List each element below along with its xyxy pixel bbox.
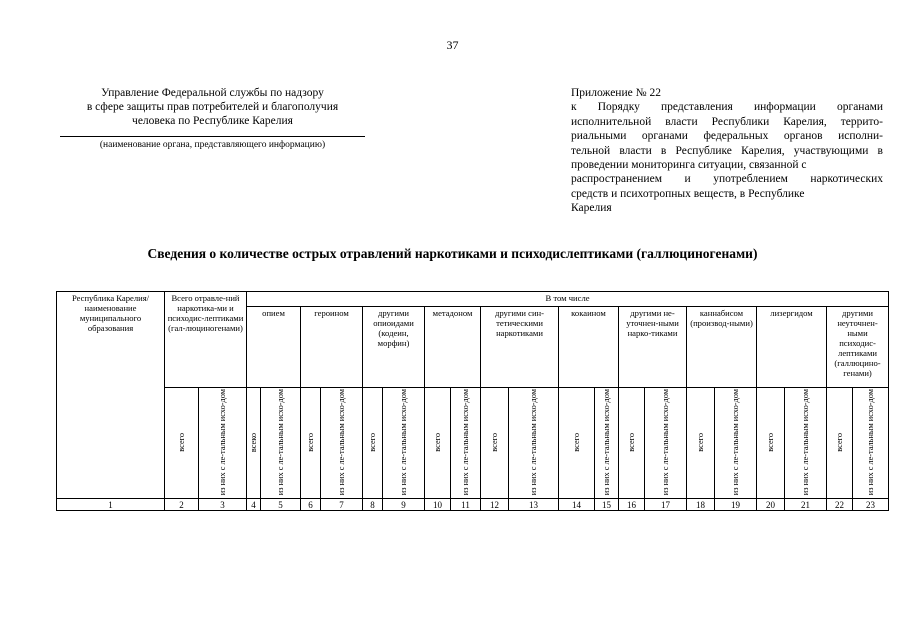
poisoning-table — [56, 291, 889, 511]
header-region: Республика Карелия/ наименование муниципального образования — [57, 292, 165, 499]
subheader-fatal — [715, 388, 757, 499]
column-number: 13 — [509, 499, 559, 511]
subheader-all-text: всего — [627, 432, 637, 452]
document-title: Сведения о количестве острых отравлений наркотиками и психодислептиками (галлюциногенами) — [147, 246, 758, 261]
page-number: 37 — [446, 38, 459, 52]
subheader-all — [301, 388, 321, 499]
subheader-fatal — [645, 388, 687, 499]
subheader-fatal — [451, 388, 481, 499]
organization-name — [60, 86, 365, 128]
subheader-all — [619, 388, 645, 499]
subheader-all — [559, 388, 595, 499]
subheader-fatal — [595, 388, 619, 499]
appendix-line: Карелия — [571, 202, 612, 215]
header-substance: лизергидом — [757, 307, 827, 388]
subheader-all — [363, 388, 383, 499]
column-number: 7 — [321, 499, 363, 511]
subheader-fatal-text: из них с ле-тальным исхо-дом — [218, 389, 227, 496]
column-number: 8 — [363, 499, 383, 511]
column-number: 21 — [785, 499, 827, 511]
subheader-fatal-text: из них с ле-тальным исхо-дом — [731, 389, 741, 496]
column-number: 23 — [853, 499, 889, 511]
column-number: 12 — [481, 499, 509, 511]
subheader-all-text: всеко — [249, 432, 259, 452]
subheader-fatal-text: из них с ле-тальным исхо-дом — [337, 389, 347, 496]
column-number: 20 — [757, 499, 785, 511]
organization-line: Управление Федеральной службы по надзору — [101, 87, 324, 99]
organization-line: человека по Республике Карелия — [132, 115, 293, 127]
header-total: Всего отравле-ний наркотика-ми и психодис-лептиками (гал-люциногенами) — [165, 292, 247, 388]
appendix-line: к Порядку представления информации органами — [571, 101, 883, 114]
subheader-all-text: всего — [572, 432, 582, 452]
header-substance: героином — [301, 307, 363, 388]
column-number: 17 — [645, 499, 687, 511]
subheader-fatal — [853, 388, 889, 499]
column-number: 1 — [57, 499, 165, 511]
subheader-all — [757, 388, 785, 499]
appendix-note — [571, 86, 883, 216]
header-substance: другими неуточнен-ными психодис-лептиками (галлюцино-генами) — [827, 307, 889, 388]
column-number: 5 — [261, 499, 301, 511]
subheader-fatal — [321, 388, 363, 499]
subheader-all — [481, 388, 509, 499]
subheader-all-text: всего — [490, 432, 500, 452]
header-substance: другими не-уточнен-ными нарко-тиками — [619, 307, 687, 388]
organization-underline — [60, 136, 365, 137]
header-including: В том числе — [247, 292, 889, 307]
appendix-line: Приложение № 22 — [571, 87, 661, 99]
header-substance: каннабисом (производ-ными) — [687, 307, 757, 388]
header-substance: опием — [247, 307, 301, 388]
appendix-line: исполнительной власти Республики Карелия, террито- — [571, 115, 883, 128]
appendix-line: распространением и употреблением наркотических — [571, 173, 883, 186]
column-number: 10 — [425, 499, 451, 511]
header-substance: кокаином — [559, 307, 619, 388]
header-substance: метадоном — [425, 307, 481, 388]
subheader-fatal — [261, 388, 301, 499]
subheader-all — [425, 388, 451, 499]
column-number: 18 — [687, 499, 715, 511]
column-number: 6 — [301, 499, 321, 511]
organization-caption: (наименование органа, представляющего информацию) — [99, 140, 326, 150]
subheader-fatal-text: из них с ле-тальным исхо-дом — [461, 389, 471, 496]
column-number: 16 — [619, 499, 645, 511]
subheader-all — [687, 388, 715, 499]
appendix-line: средств и психотропных веществ, в Республике — [571, 187, 805, 200]
header-substance: другими син-тетическими наркотиками — [481, 307, 559, 388]
subheader-fatal-text: из них с ле-тальным исхо-дом — [801, 389, 811, 496]
subheader-fatal-text: из них с ле-тальным исхо-дом — [661, 389, 671, 496]
subheader-fatal-text: из них с ле-тальным исхо-дом — [866, 389, 876, 496]
subheader-all — [247, 388, 261, 499]
column-number: 9 — [383, 499, 425, 511]
appendix-line: проведении мониторинга ситуации, связанной с — [571, 159, 807, 172]
column-number: 14 — [559, 499, 595, 511]
header-substance: другими опиоидами (кодеин, морфин) — [363, 307, 425, 388]
subheader-all — [827, 388, 853, 499]
subheader-all-text: всего — [177, 432, 186, 452]
subheader-fatal — [383, 388, 425, 499]
subheader-fatal — [199, 388, 247, 499]
subheader-all-text: всего — [368, 432, 378, 452]
subheader-fatal-text: из них с ле-тальным исхо-дом — [276, 389, 286, 496]
organization-line: в сфере защиты прав потребителей и благополучия — [86, 101, 339, 113]
column-number: 2 — [165, 499, 199, 511]
appendix-line: тельной власти в Республике Карелия, участвующими в — [571, 144, 883, 157]
appendix-line: риальными органами федеральных органов исполни- — [571, 130, 883, 143]
column-number: 3 — [199, 499, 247, 511]
subheader-fatal-text: из них с ле-тальным исхо-дом — [602, 389, 612, 496]
subheader-all-text: всего — [433, 432, 443, 452]
subheader-fatal — [509, 388, 559, 499]
column-number: 19 — [715, 499, 757, 511]
subheader-all-text: всего — [766, 432, 776, 452]
subheader-fatal — [785, 388, 827, 499]
column-number: 4 — [247, 499, 261, 511]
column-number: 15 — [595, 499, 619, 511]
column-number: 22 — [827, 499, 853, 511]
subheader-all-text: всего — [835, 432, 845, 452]
subheader-all-text: всего — [306, 432, 316, 452]
subheader-fatal-text: из них с ле-тальным исхо-дом — [399, 389, 409, 496]
column-number: 11 — [451, 499, 481, 511]
subheader-fatal-text: из них с ле-тальным исхо-дом — [529, 389, 539, 496]
subheader-all-text: всего — [696, 432, 706, 452]
subheader-all — [165, 388, 199, 499]
